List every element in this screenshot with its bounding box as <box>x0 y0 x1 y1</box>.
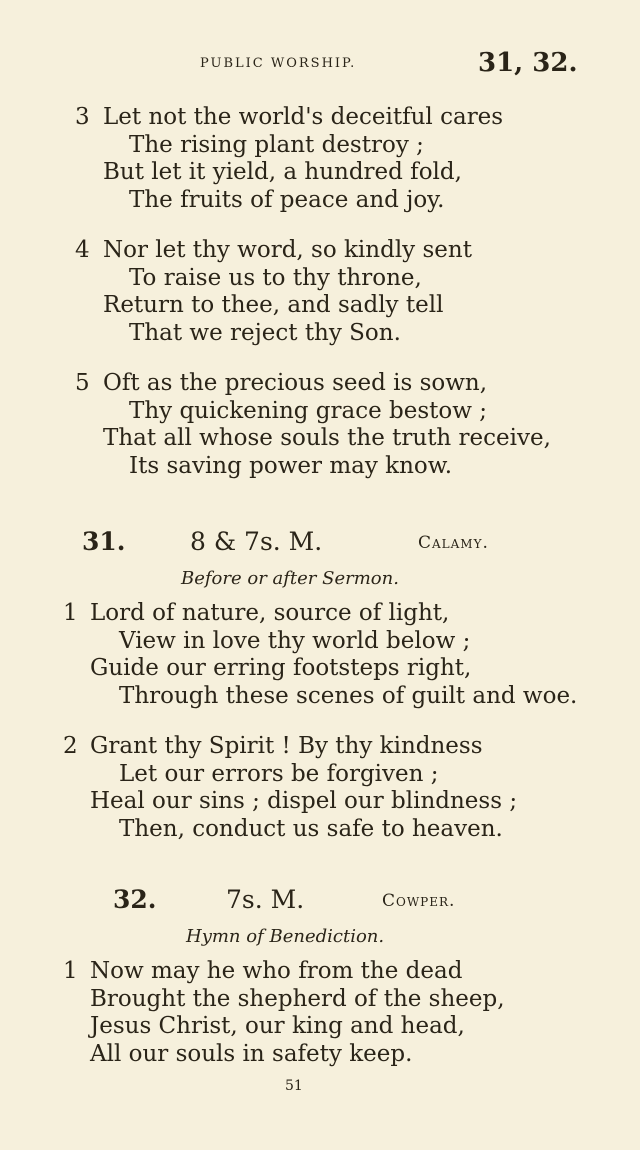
stanza-number: 5 <box>75 370 90 396</box>
hymn-author: Calamy. <box>418 533 489 553</box>
verse-line: Then, conduct us safe to heaven. <box>119 815 503 842</box>
hymn-32-stanza-1 <box>63 958 505 1068</box>
hymn-number: 32. <box>113 885 157 914</box>
verse-line: Heal our sins ; dispel our blindness ; <box>90 788 518 815</box>
verse-line: Return to thee, and sadly tell <box>103 292 444 319</box>
verse-line: View in love thy world below ; <box>119 627 471 654</box>
hymn-meter: 8 & 7s. M. <box>190 527 323 556</box>
stanza-number: 3 <box>75 104 90 130</box>
verse-line: The rising plant destroy ; <box>129 131 424 158</box>
hymn-31-heading <box>0 527 640 557</box>
verse-line: Let not the world's deceitful cares <box>103 104 504 130</box>
verse-line: But let it yield, a hundred fold, <box>103 159 462 186</box>
verse-line: Grant thy Spirit ! By thy kindness <box>90 733 483 759</box>
hymn-author: Cowper. <box>382 891 456 911</box>
verse-line: Lord of nature, source of light, <box>90 600 450 626</box>
verse-line: Oft as the precious seed is sown, <box>103 370 488 396</box>
verse-line: Its saving power may know. <box>129 452 453 479</box>
hymn-32-heading <box>0 885 640 915</box>
hymn-number: 31. <box>82 527 126 556</box>
hymn-subtitle: Before or after Sermon. <box>181 568 399 589</box>
stanza-number: 1 <box>63 600 78 626</box>
stanza-number: 1 <box>63 958 78 984</box>
stanza-3 <box>75 104 503 214</box>
verse-line: The fruits of peace and joy. <box>129 186 445 213</box>
hymn-31-stanza-2 <box>63 733 517 843</box>
page-number: 51 <box>285 1078 303 1094</box>
verse-line: That we reject thy Son. <box>129 319 401 346</box>
verse-line: Brought the shepherd of the sheep, <box>90 985 505 1012</box>
verse-line: All our souls in safety keep. <box>90 1040 413 1067</box>
hymn-meter: 7s. M. <box>226 885 305 914</box>
stanza-number: 4 <box>75 237 90 263</box>
verse-line: That all whose souls the truth receive, <box>103 425 551 452</box>
verse-line: Let our errors be forgiven ; <box>119 760 439 787</box>
stanza-number: 2 <box>63 733 78 759</box>
verse-line: Now may he who from the dead <box>90 958 463 984</box>
stanza-5 <box>75 370 551 480</box>
verse-line: Through these scenes of guilt and woe. <box>119 682 578 709</box>
hymn-range: 31, 32. <box>478 48 578 78</box>
verse-line: Thy quickening grace bestow ; <box>129 397 488 424</box>
verse-line: To raise us to thy throne, <box>129 264 422 291</box>
verse-line: Guide our erring footsteps right, <box>90 655 472 682</box>
verse-line: Nor let thy word, so kindly sent <box>103 237 472 263</box>
verse-line: Jesus Christ, our king and head, <box>90 1013 465 1040</box>
hymn-31-stanza-1 <box>63 600 577 710</box>
hymn-subtitle: Hymn of Benediction. <box>186 926 385 947</box>
running-title: PUBLIC WORSHIP. <box>200 56 357 71</box>
stanza-4 <box>75 237 472 347</box>
